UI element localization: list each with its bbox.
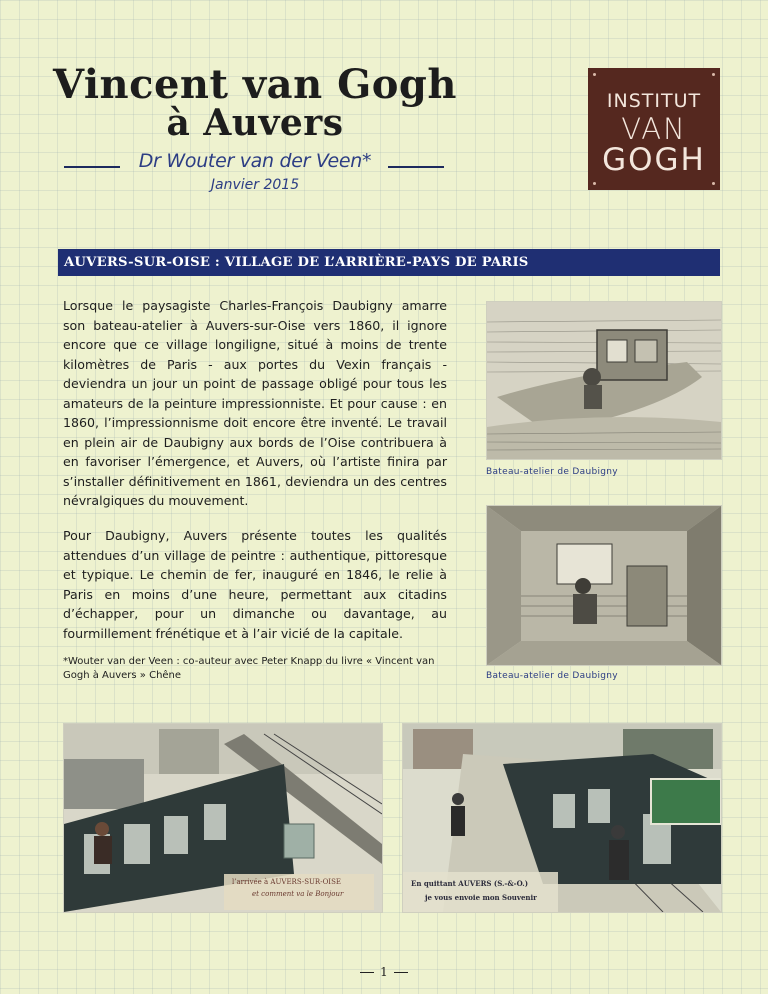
logo-line-3: GOGH [602,142,706,178]
postcard-2-text-line-1: En quittant AUVERS (S.-&-O.) [411,879,529,888]
footnote: *Wouter van der Veen : co-auteur avec Peter Knapp du livre « Vincent van Gogh à Auvers » Chêne [63,656,435,681]
publication-date: Janvier 2015 [210,177,300,193]
postcard-1-text-line-1: l’arrivée à AUVERS-SUR-OISE [232,878,341,886]
postcard-1-text-line-2: et comment va le Bonjour [252,890,344,898]
section-heading: AUVERS-SUR-OISE : VILLAGE DE L’ARRIÈRE-PAYS DE PARIS [58,249,720,276]
page-number [354,965,414,979]
institut-van-gogh-logo [588,68,720,190]
document-title: Vincent van Gogh [53,61,457,108]
document-subtitle: à Auvers [166,102,344,144]
etching-image-2 [486,505,722,666]
logo-line-2: VAN [621,112,687,146]
paragraph-1: Lorsque le paysagiste Charles-François Daubigny amarre son bateau-atelier à Auvers-sur-Oise vers 1860, il ignore encore que ce village longiligne, situé à moins de trente kilomètres de Paris - aux portes du Vexin français - deviendra un jour un point de passage obligé pour tous les amateurs de la peinture impressionniste. Et pour cause : en 1860, l’impressionnisme doit encore être inventé. Le travail en plein air de Daubigny aux bords de l’Oise contribuera à en favoriser l’émergence, et Auvers, où l’artiste finira par s’installer définitivement en 1861, deviendra un des centres névralgiques du mouvement. [63,298,447,508]
postcard-2-text-line-2: je vous envoie mon Souvenir [425,893,537,902]
etching-image-1 [486,301,722,460]
postcard-image-1 [63,723,383,913]
author-name: Dr Wouter van der Veen* [138,150,372,172]
page-number-value: 1 [380,965,388,979]
etching-caption-1: Bateau-atelier de Daubigny [486,467,618,477]
postcard-image-2 [402,723,722,913]
logo-line-1: INSTITUT [606,90,702,112]
etching-caption-2: Bateau-atelier de Daubigny [486,671,618,681]
paragraph-2: Pour Daubigny, Auvers présente toutes les qualités attendues d’un village de peintre : authentique, pittoresque et typique. Le chemin de fer, inauguré en 1846, le relie à Paris en moins d’une heure, permettant aux citadins d’échapper, pour un dimanche ou davantage, au fourmillement frénétique et à l’air vicié de la capitale. [63,528,447,641]
